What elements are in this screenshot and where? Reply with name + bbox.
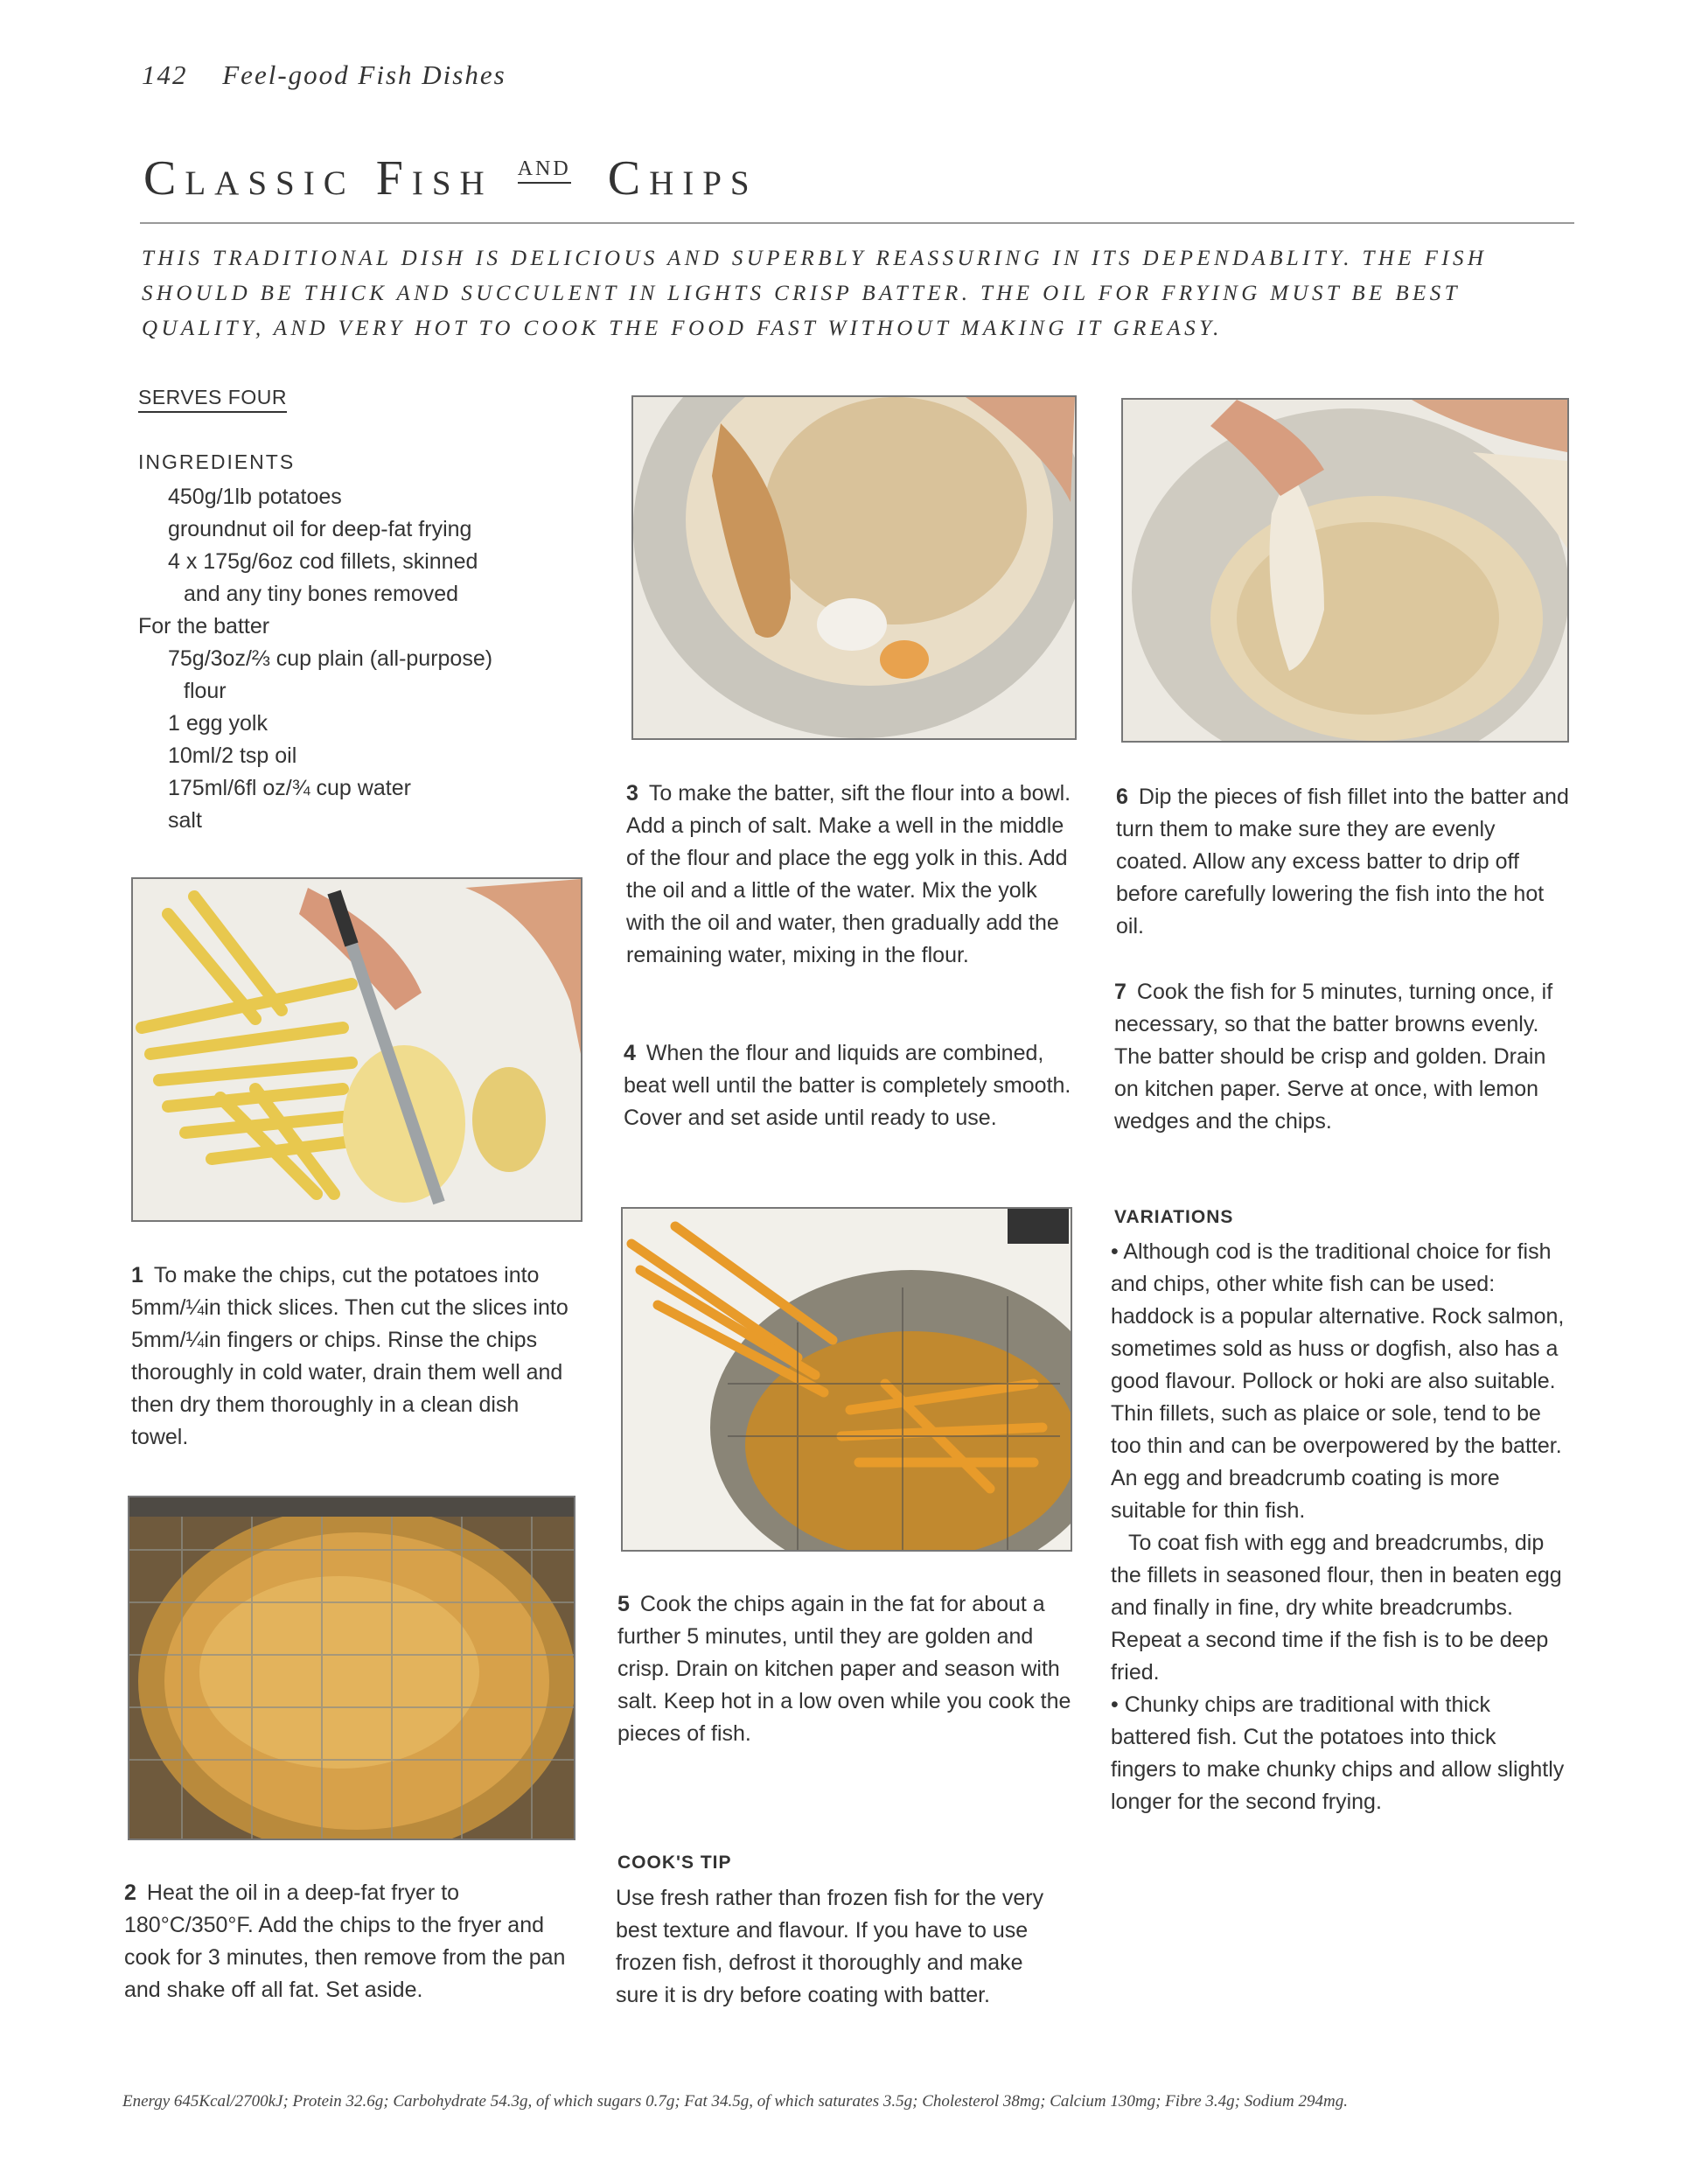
variation-paragraph: To coat fish with egg and breadcrumbs, dip the fillets in seasoned flour, then in beaten egg and finally in fine, dry white breadcrumbs. Repeat a second time if the fish is to be deep fried. [1111, 1531, 1562, 1685]
running-head [142, 59, 506, 91]
nutrition-info: Energy 645Kcal/2700kJ; Protein 32.6g; Carbohydrate 54.3g, of which sugars 0.7g; Fat 34.5g, of which saturates 3.5g; Cholesterol 38mg; Calcium 130mg; Fibre 3.4g; Sodium 294mg. [122, 2092, 1348, 2111]
section-title: Feel-good Fish Dishes [222, 59, 506, 90]
ingredient-item: flour [184, 679, 227, 703]
step-text: Cook the chips again in the fat for about a further 5 minutes, until they are golden and crisp. Drain on kitchen paper and season with salt. Keep hot in a low oven while you cook the pieces of fish. [617, 1592, 1071, 1746]
step-4 [624, 1037, 1074, 1134]
step-text: Heat the oil in a deep-fat fryer to 180°C/350°F. Add the chips to the fryer and cook for 3 minutes, then remove from the pan and shake off all fat. Set aside. [124, 1880, 566, 2002]
ingredient-item: salt [168, 808, 202, 833]
cooks-tip-text: Use fresh rather than frozen fish for the very best texture and flavour. If you have to use frozen fish, defrost it thoroughly and make sure it is dry before coating with batter. [616, 1886, 1044, 2007]
title-and: AND [518, 157, 571, 184]
ingredient-item: and any tiny bones removed [184, 582, 459, 606]
step-text: Dip the pieces of fish fillet into the batter and turn them to make sure they are evenly coated. Allow any excess batter to drip off before carefully lowering the fish into the hot oil. [1116, 785, 1569, 938]
step-number: 5 [617, 1592, 630, 1616]
ingredient-item: 10ml/2 tsp oil [168, 743, 297, 768]
step-5 [617, 1588, 1072, 1750]
step-7 [1114, 976, 1569, 1138]
step-number: 4 [624, 1041, 636, 1065]
variations-text [1111, 1236, 1566, 1818]
step-2 [124, 1877, 570, 2006]
variations-heading: VARIATIONS [1114, 1207, 1234, 1227]
ingredient-item: 450g/1lb potatoes [168, 485, 342, 509]
recipe-title [143, 150, 758, 206]
recipe-intro: THIS TRADITIONAL DISH IS DELICIOUS AND SUPERBLY REASSURING IN ITS DEPENDABLITY. THE FISH SHOULD BE THICK AND SUCCULENT IN LIGHTS CRISP BATTER. THE OIL FOR FRYING MUST BE BEST QUALITY, AND VERY HOT TO COOK THE FOOD FAST WITHOUT MAKING IT GREASY. [142, 247, 1488, 340]
step-number: 1 [131, 1263, 143, 1287]
title-part-2: Chips [607, 151, 758, 206]
step-3 [626, 778, 1077, 972]
photo-chips-in-basket [621, 1207, 1072, 1552]
batter-heading: For the batter [138, 614, 270, 638]
ingredients-heading: INGREDIENTS [138, 450, 296, 473]
cooks-tip-heading: COOK'S TIP [617, 1853, 732, 1873]
variation-paragraph: • Although cod is the traditional choice for fish and chips, other white fish can be used: haddock is a popular alternative. Rock salmon, sometimes sold as huss or dogfish, also has a good flavour. Pollock or hoki are also suitable. Thin fillets, such as plaice or sole, tend to be too thin and can be overpowered by the batter. An egg and breadcrumb coating is more suitable for thin fish. [1111, 1239, 1565, 1523]
ingredient-item: 1 egg yolk [168, 711, 268, 736]
step-number: 2 [124, 1880, 136, 1905]
photo-dipping-fish [1121, 398, 1569, 743]
title-part-1: Classic Fish [143, 151, 493, 206]
step-text: Cook the fish for 5 minutes, turning once, if necessary, so that the batter browns evenly. The batter should be crisp and golden. Drain on kitchen paper. Serve at once, with lemon wedges and the chips. [1114, 980, 1553, 1134]
ingredient-item: 75g/3oz/⅔ cup plain (all-purpose) [168, 646, 493, 671]
step-number: 3 [626, 781, 638, 806]
step-6 [1116, 781, 1571, 943]
ingredient-item: 175ml/6fl oz/¾ cup water [168, 776, 411, 800]
ingredients-list [138, 481, 492, 837]
variation-paragraph: • Chunky chips are traditional with thick battered fish. Cut the potatoes into thick fingers to make chunky chips and allow slightly longer for the second frying. [1111, 1692, 1565, 1814]
ingredient-item: 4 x 175g/6oz cod fillets, skinned [168, 549, 478, 574]
photo-cutting-potatoes [131, 877, 582, 1222]
page-number: 142 [142, 59, 188, 90]
step-text: To make the chips, cut the potatoes into 5mm/¼in thick slices. Then cut the slices into 5mm/¼in fingers or chips. Rinse the chips thoroughly in cold water, drain them well and then dry them thoroughly in a clean dish towel. [131, 1263, 568, 1449]
ingredient-item: groundnut oil for deep-fat frying [168, 517, 472, 541]
photo-fryer-basket [128, 1496, 575, 1840]
step-number: 7 [1114, 980, 1126, 1004]
step-text: To make the batter, sift the flour into a bowl. Add a pinch of salt. Make a well in the middle of the flour and place the egg yolk in this. Add the oil and a little of the water. Mix the yolk with the oil and water, then gradually add the remaining water, mixing in the flour. [626, 781, 1071, 967]
step-number: 6 [1116, 785, 1128, 809]
serves-label: SERVES FOUR [138, 386, 287, 413]
step-text: When the flour and liquids are combined, beat well until the batter is completely smooth. Cover and set aside until ready to use. [624, 1041, 1071, 1130]
photo-batter-bowl [631, 395, 1077, 740]
step-1 [131, 1259, 573, 1454]
title-divider [140, 222, 1574, 224]
